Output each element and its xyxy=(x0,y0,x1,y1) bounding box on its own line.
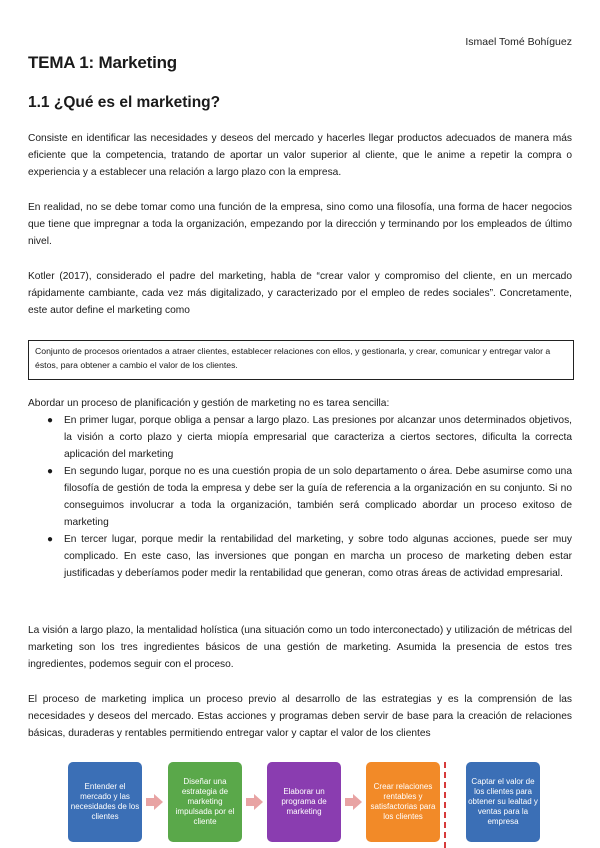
paragraph-definition-intro: Consiste en identificar las necesidades y deseos del mercado y hacerles llegar productos adecuados de manera más eficiente que la competencia, tratando de aportar un valor superior al cliente, que le anime a repetir la compra o experiencia y a establecer una relación a largo plazo con la empresa. xyxy=(28,133,572,178)
difficulty-list xyxy=(28,412,572,582)
list-item-text: En segundo lugar, porque no es una cuestión propia de un solo departamento o área. Debe asumirse como una filosofía de gestión de toda la empresa y debe ser la guía de referencia a la organización en su conjunto. Si no conseguimos involucrar a toda la organización, también será complicado abordar un proceso exitoso de marketing xyxy=(64,466,572,528)
flow-step-capture-value: Captar el valor de los clientes para obtener su lealtad y ventas para la empresa xyxy=(466,762,540,842)
list-item xyxy=(28,412,572,463)
paragraph-kotler: Kotler (2017), considerado el padre del marketing, habla de “crear valor y compromiso del cliente, en un mercado rápidamente cambiante, cada vez más digitalizado, y caracterizado por el empleo de redes sociales”. Concretamente, este autor define el marketing como xyxy=(28,271,572,316)
process-divider xyxy=(444,762,446,848)
flow-step-strategy: Diseñar una estrategia de marketing impulsada por el cliente xyxy=(168,762,242,842)
section-heading: 1.1 ¿Qué es el marketing? xyxy=(28,94,221,111)
bullet-icon: ● xyxy=(47,534,54,545)
list-item xyxy=(28,531,572,582)
list-item-text: En primer lugar, porque obliga a pensar a largo plazo. Las presiones por alcanzar unos determinados objetivos, la visión a corto plazo y cierta miopía empresarial que caracteriza a ciertos sectores, dificulta la correcta aplicación del marketing xyxy=(64,415,572,460)
paragraph-difficulty: Abordar un proceso de planificación y gestión de marketing no es tarea sencilla: xyxy=(28,398,390,409)
marketing-process-diagram xyxy=(0,762,600,848)
list-item xyxy=(28,463,572,531)
paragraph-process: El proceso de marketing implica un proceso previo al desarrollo de las estrategias y es la comprensión de las necesidades y deseos del mercado. Estas acciones y programas deben servir de base para la creación de relaciones básicas, duraderas y rentables permitiendo entregar valor y captar el valor de los clientes xyxy=(28,694,572,739)
document-title: TEMA 1: Marketing xyxy=(28,53,177,72)
list-item-text: En tercer lugar, porque medir la rentabilidad del marketing, y sobre todo algunas acciones, puede ser muy complicado. En este caso, las inversiones que pongan en marcha un proceso de marketing deben estar justificadas y deberíamos poder medir la rentabilidad que generan, como otras áreas de actividad empresarial. xyxy=(64,534,572,579)
bullet-icon: ● xyxy=(47,466,54,477)
flow-step-relationships: Crear relaciones rentables y satisfactorias para los clientes xyxy=(366,762,440,842)
author-name: Ismael Tomé Bohíguez xyxy=(465,36,572,48)
paragraph-ingredients: La visión a largo plazo, la mentalidad holística (una situación como un todo interconectado) y utilización de métricas del marketing son los tres ingredientes básicos de una gestión de marketing. Asumida la presencia de estos tres ingredientes, podemos seguir con el proceso. xyxy=(28,625,572,670)
bullet-icon: ● xyxy=(47,415,54,426)
paragraph-philosophy: En realidad, no se debe tomar como una función de la empresa, sino como una filosofía, una forma de hacer negocios que tiene que impregnar a toda la organización, empezando por la dirección y terminando por los empleados de último nivel. xyxy=(28,202,572,247)
flow-step-program: Elaborar un programa de marketing xyxy=(267,762,341,842)
flow-step-understand: Entender el mercado y las necesidades de los clientes xyxy=(68,762,142,842)
definition-box: Conjunto de procesos orientados a atraer clientes, establecer relaciones con ellos, y gestionarla, y crear, comunicar y entregar valor a éstos, para obtener a cambio el valor de los clientes. xyxy=(28,340,574,380)
